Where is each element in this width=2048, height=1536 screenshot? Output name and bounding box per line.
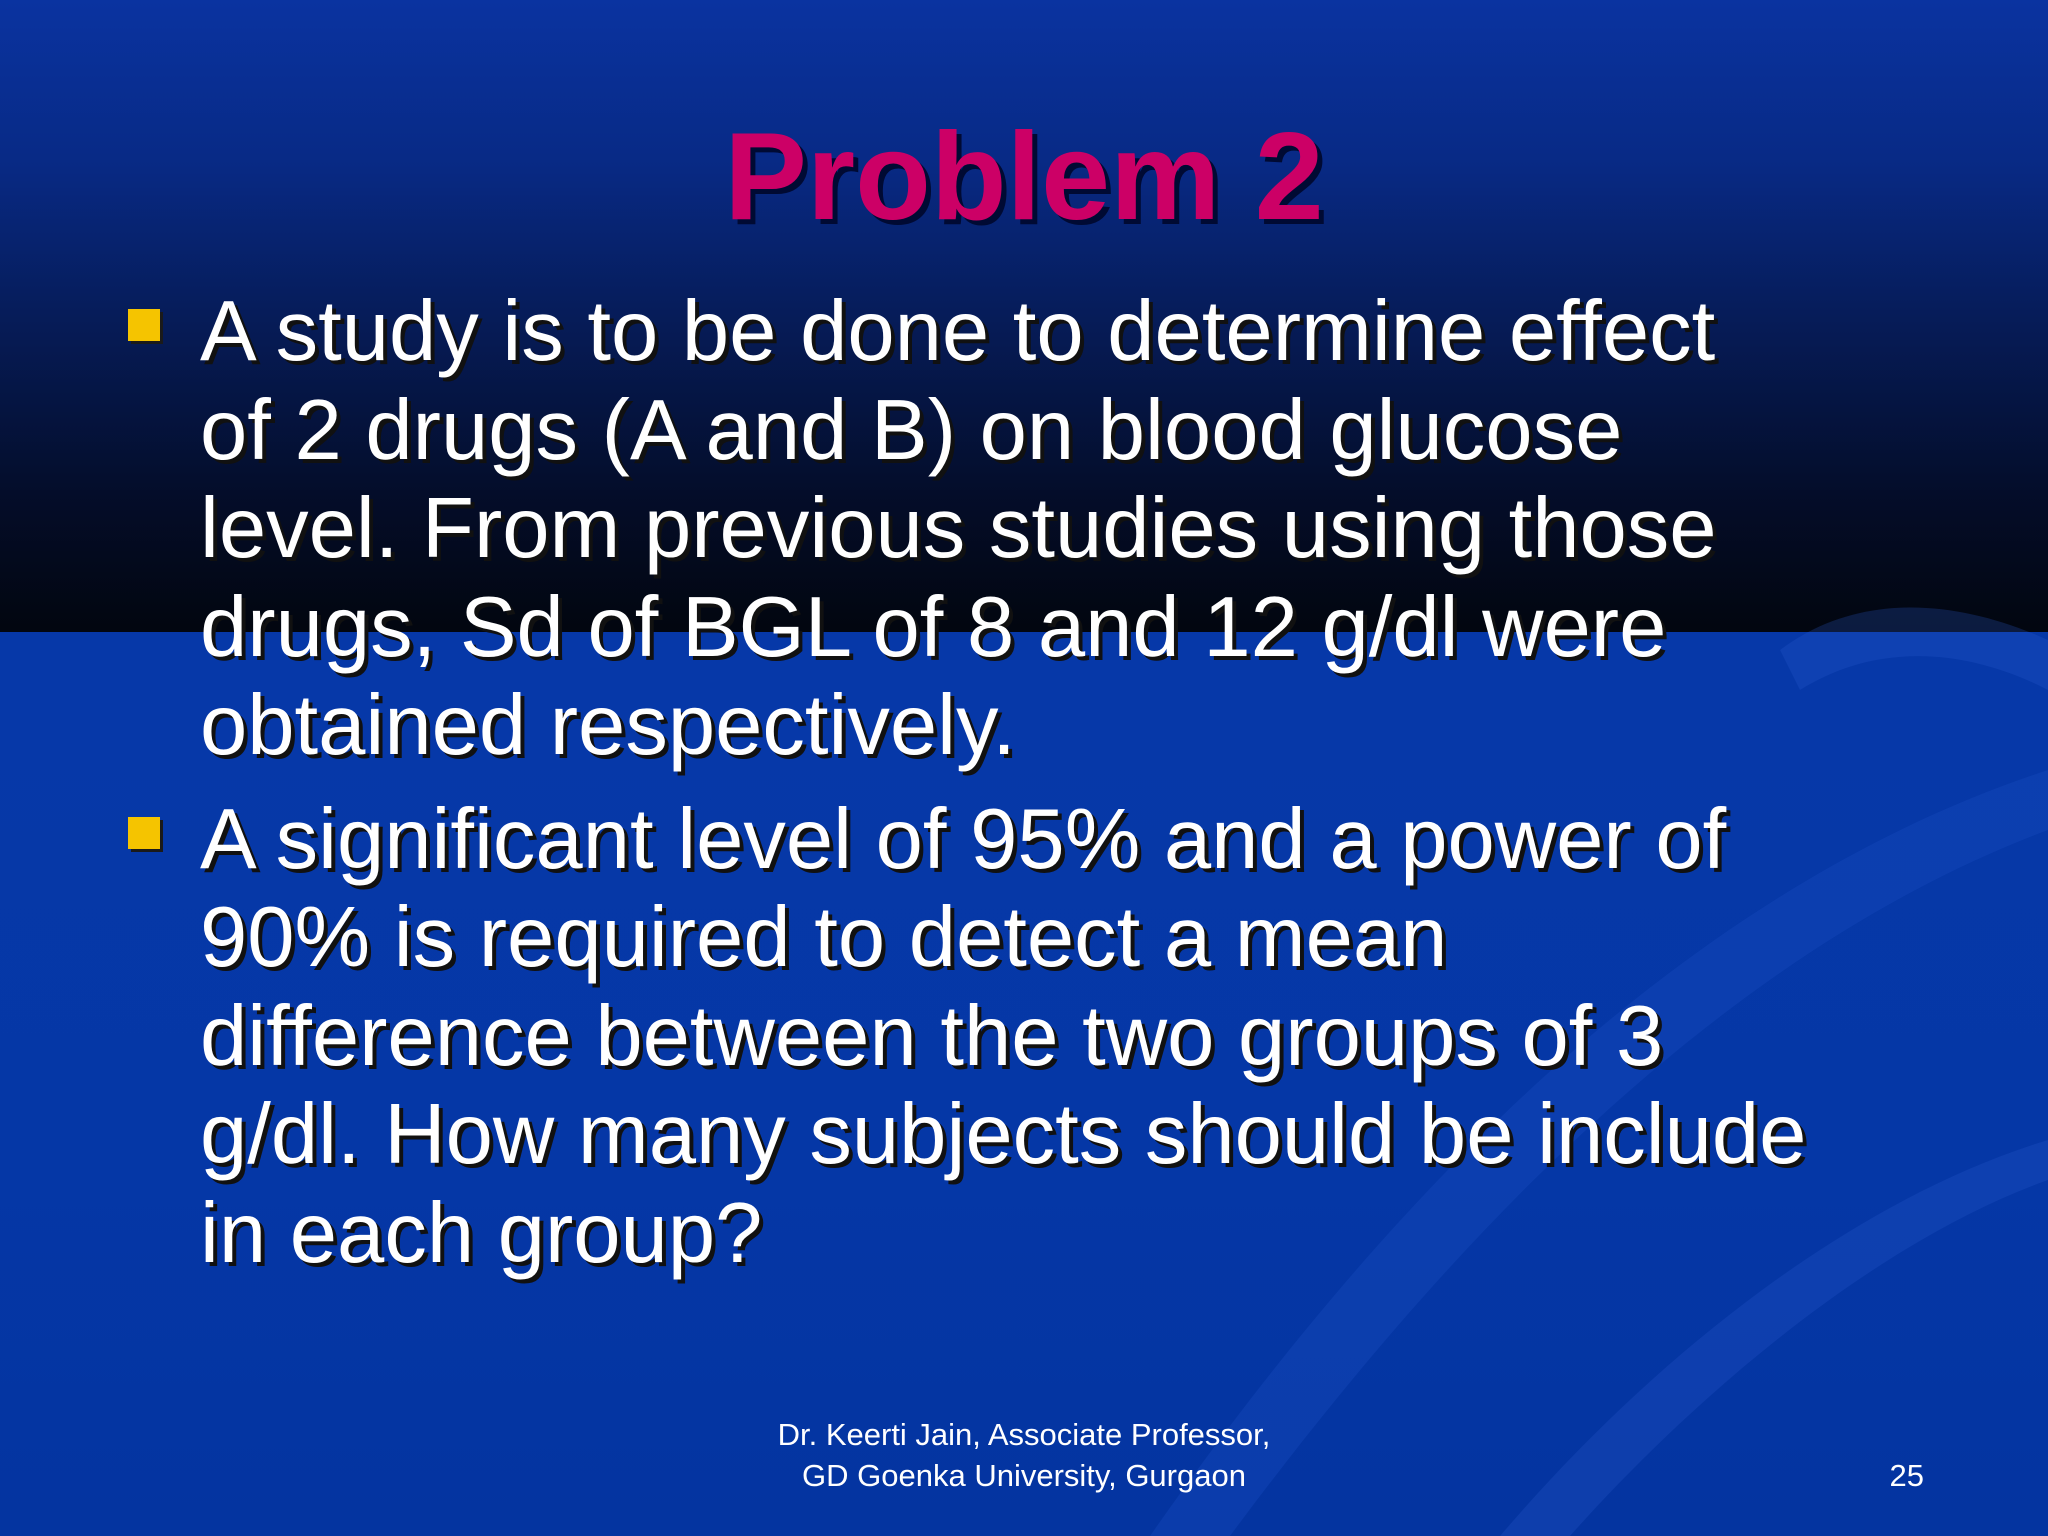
bullet-text-2: A significant level of 95% and a power of 90% is required to detect a mean difference between the two groups of 3 g/dl. How many subjects should be include in each group? <box>200 791 1807 1281</box>
bullet-item-2 <box>126 791 1926 1284</box>
slide-title: Problem 2 <box>724 108 1324 246</box>
footer-institution: GD Goenka University, Gurgaon <box>802 1458 1246 1493</box>
footer-author: Dr. Keerti Jain, Associate Professor, <box>777 1417 1271 1452</box>
bullet-item-1 <box>126 283 1926 776</box>
slide-footer <box>624 1414 1424 1496</box>
square-bullet-icon <box>128 309 160 341</box>
bullet-text-1: A study is to be done to determine effect of 2 drugs (A and B) on blood glucose level. From previous studies using those drugs, Sd of BGL of 8 and 12 g/dl were obtained respectively. <box>200 284 1717 773</box>
page-number: 25 <box>1889 1458 1924 1493</box>
bullet-list <box>126 283 1926 1298</box>
square-bullet-icon <box>128 817 160 849</box>
